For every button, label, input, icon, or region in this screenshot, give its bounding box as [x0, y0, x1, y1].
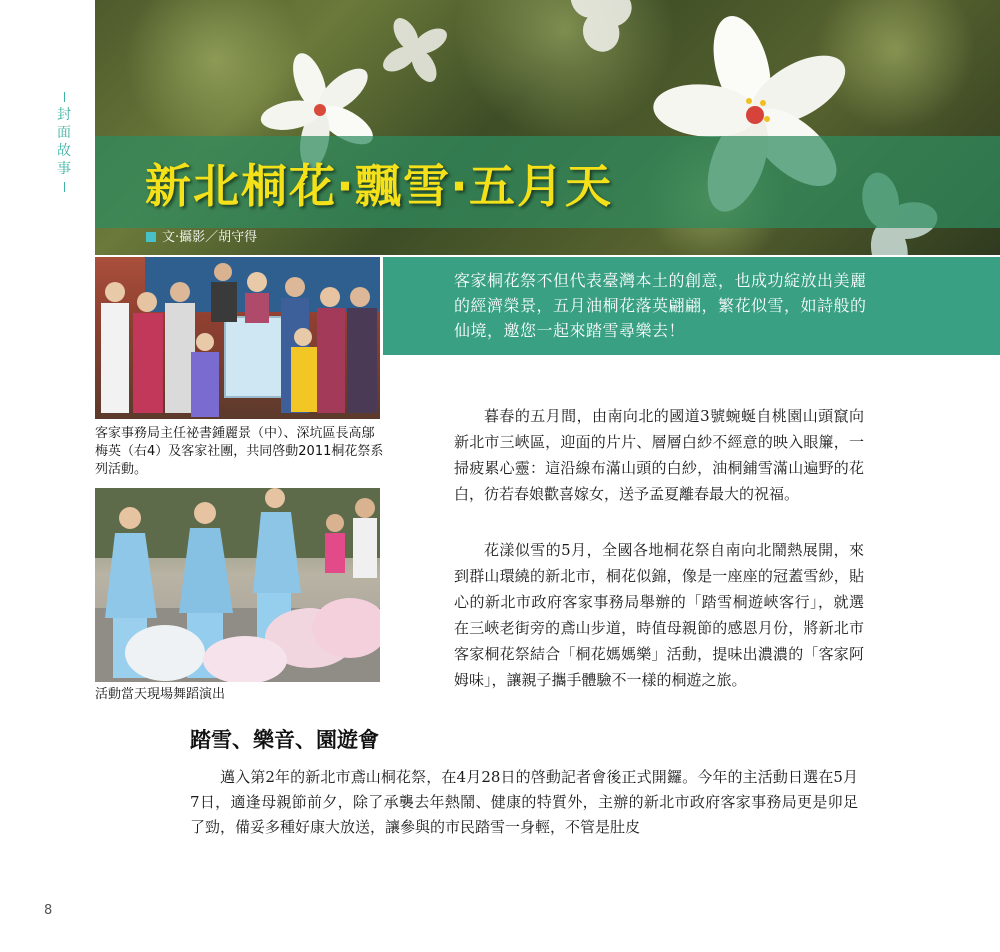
intro-text: 客家桐花祭不但代表臺灣本土的創意，也成功綻放出美麗的經濟榮景，五月油桐花落英翩翩，繁花似雪，如詩般的仙境，邀您一起來踏雪尋樂去！	[454, 271, 867, 340]
ceremony-illustration	[95, 257, 380, 419]
photo-caption: 客家事務局主任祕書鍾麗景（中）、深坑區長高鄔梅英（右4）及客家社團，共同啓動2011桐花祭系列活動。	[95, 426, 384, 477]
paragraph-text: 邁入第2年的新北市鳶山桐花祭，在4月28日的啓動記者會後正式開鑼。今年的主活動日選在5月7日，適逢母親節前夕，除了承襲去年熱鬧、健康的特質外，主辦的新北市政府客家事務局更是卯足了勁，備妥多種好康大放送，讓參與的市民踏雪一身輕，不管是肚皮	[190, 768, 858, 836]
dance-photo	[95, 488, 380, 682]
body-paragraph	[190, 765, 858, 840]
side-label-char: 事	[57, 161, 71, 177]
ceremony-photo	[95, 257, 380, 419]
byline-text: 文‧攝影／胡守得	[162, 230, 258, 245]
side-label-char: 故	[57, 143, 71, 159]
page-number: 8	[44, 903, 53, 918]
side-label-char: 面	[57, 125, 71, 141]
section-heading: 踏雪、樂音、園遊會	[190, 728, 379, 752]
photo-caption: 活動當天現場舞蹈演出	[95, 687, 226, 702]
paragraph-text: 暮春的五月間，由南向北的國道3號蜿蜒自桃園山頭竄向新北市三峽區，迎面的片片、層層白紗不經意的映入眼簾，一掃疲累心靈：這沿線布滿山頭的白紗，油桐鋪雪滿山遍野的花白，彷若春娘歡喜嫁女，送予孟夏離春最大的祝福。	[454, 407, 864, 503]
paragraph-text: 花漾似雪的5月，全國各地桐花祭自南向北鬧熱展開，來到群山環繞的新北市，桐花似錦，像是一座座的冠蓋雪紗，貼心的新北市政府客家事務局舉辦的「踏雪桐遊峽客行」，就選在三峽老街旁的鳶山步道，時值母親節的感恩月份，將新北市客家桐花祭結合「桐花媽媽樂」活動，提味出濃濃的「客家阿姆味」，讓親子攜手體驗不一樣的桐遊之旅。	[454, 541, 864, 689]
divider	[64, 92, 65, 102]
page-title: 新北桐花‧飄雪‧五月天	[145, 159, 614, 213]
section-side-label	[56, 92, 72, 192]
square-bullet-icon	[146, 232, 156, 242]
divider	[64, 182, 65, 192]
hero-tung-flower-image	[95, 0, 1000, 255]
side-label-char: 封	[57, 107, 71, 123]
dance-illustration	[95, 488, 380, 682]
body-paragraph	[454, 537, 864, 693]
body-paragraph	[454, 403, 864, 507]
byline	[146, 226, 257, 245]
